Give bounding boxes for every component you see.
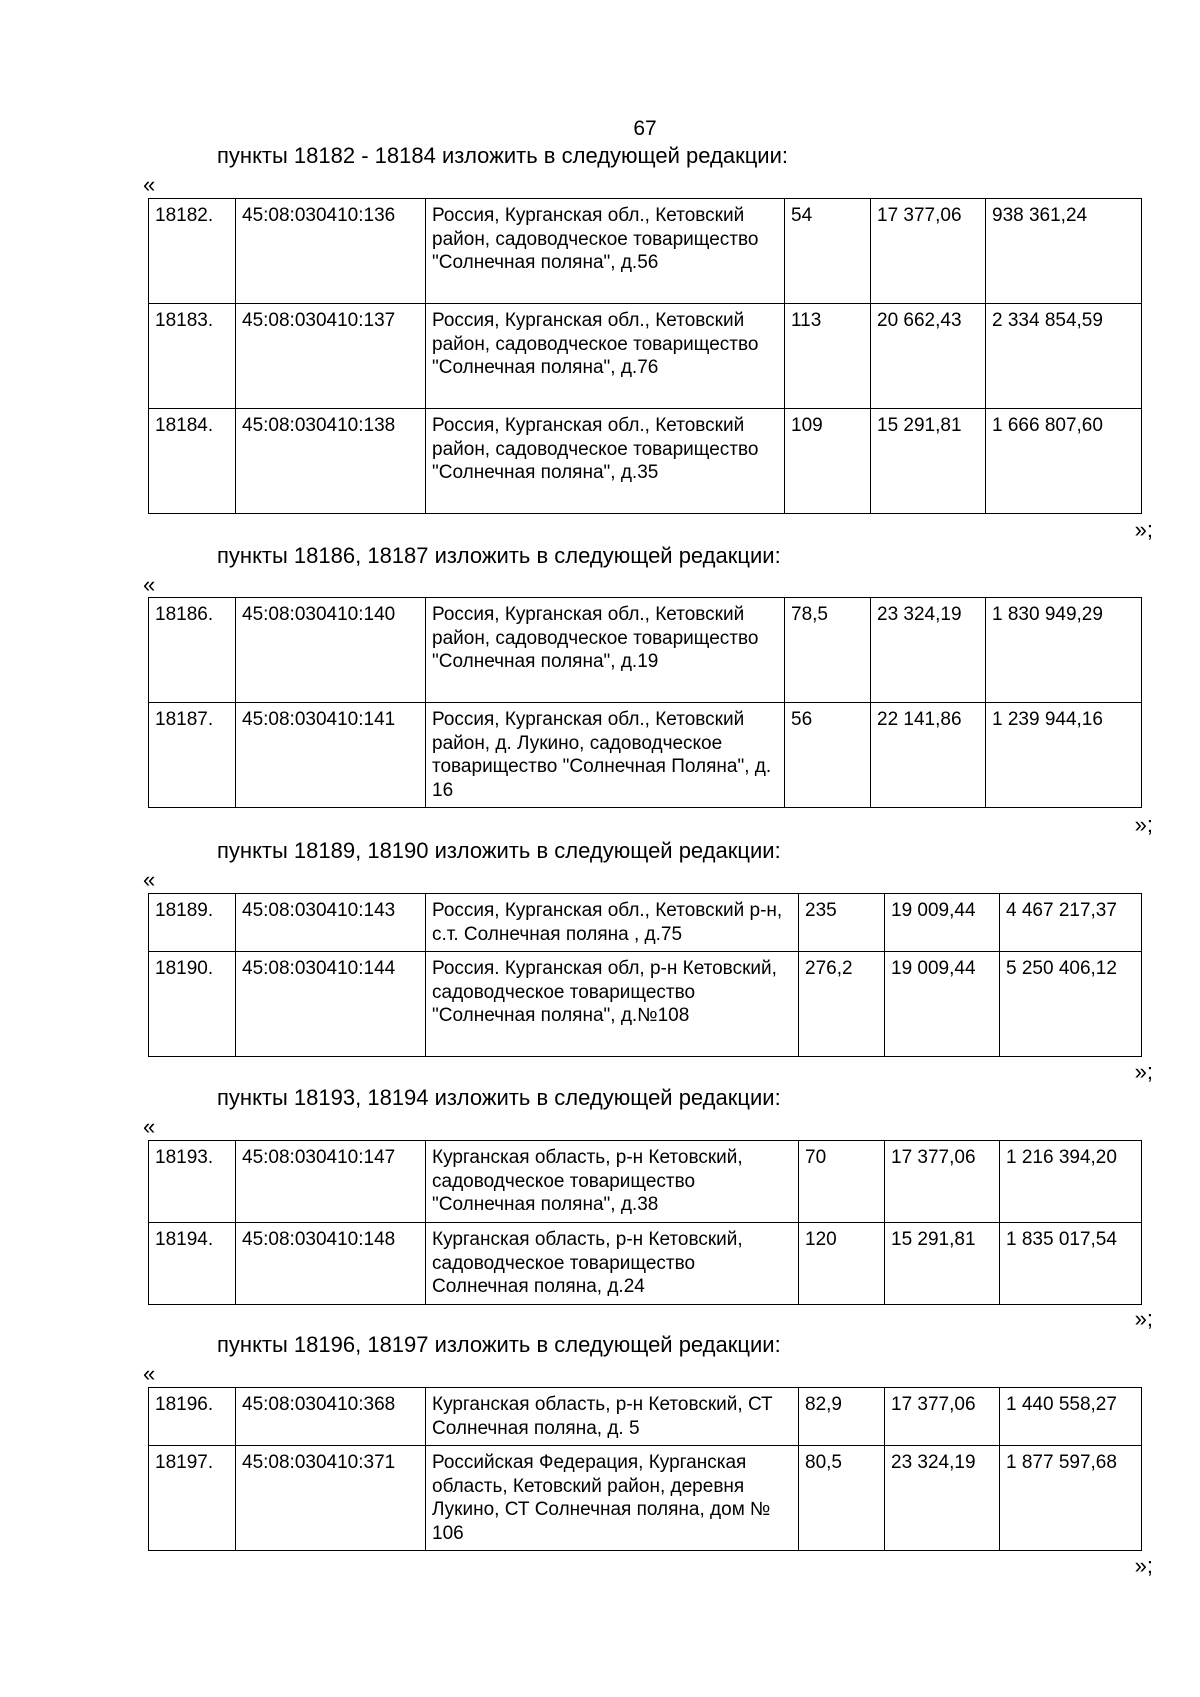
table-row [149, 409, 1142, 514]
area: 70 [799, 1141, 885, 1223]
table-row [149, 703, 1142, 808]
property-table [148, 198, 1142, 514]
table-row [149, 894, 1142, 952]
area: 56 [785, 703, 871, 808]
cadastral-number: 45:08:030410:136 [236, 199, 426, 304]
specific-value: 17 377,06 [885, 1141, 1000, 1223]
section-heading: пункты 18182 - 18184 изложить в следующей редакции: [217, 143, 789, 168]
table-row [149, 952, 1142, 1057]
table-row [149, 1388, 1142, 1446]
cadastral-number: 45:08:030410:368 [236, 1388, 426, 1446]
address: Курганская область, р-н Кетовский, садоводческое товарищество "Солнечная поляна", д.38 [426, 1141, 799, 1223]
address: Россия, Курганская обл., Кетовский район, садоводческое товарищество "Солнечная поляна", д.76 [426, 304, 785, 409]
area: 78,5 [785, 598, 871, 703]
open-quote: « [143, 1114, 156, 1139]
address: Россия, Курганская обл., Кетовский р-н, с.т. Солнечная поляна , д.75 [426, 894, 799, 952]
specific-value: 22 141,86 [871, 703, 986, 808]
item-number: 18186. [149, 598, 236, 703]
page-number: 67 [633, 117, 657, 140]
specific-value: 19 009,44 [885, 952, 1000, 1057]
item-number: 18197. [149, 1446, 236, 1551]
cadastral-value: 5 250 406,12 [1000, 952, 1142, 1057]
property-table [148, 597, 1142, 808]
area: 113 [785, 304, 871, 409]
cadastral-number: 45:08:030410:140 [236, 598, 426, 703]
specific-value: 15 291,81 [885, 1223, 1000, 1305]
cadastral-number: 45:08:030410:137 [236, 304, 426, 409]
address: Россия, Курганская обл., Кетовский район, д. Лукино, садоводческое товарищество "Солнечная Поляна", д. 16 [426, 703, 785, 808]
area: 82,9 [799, 1388, 885, 1446]
specific-value: 23 324,19 [871, 598, 986, 703]
specific-value: 17 377,06 [885, 1388, 1000, 1446]
property-table [148, 893, 1142, 1057]
cadastral-number: 45:08:030410:143 [236, 894, 426, 952]
address: Россия, Курганская обл., Кетовский район, садоводческое товарищество "Солнечная поляна", д.56 [426, 199, 785, 304]
item-number: 18194. [149, 1223, 236, 1305]
cadastral-value: 1 216 394,20 [1000, 1141, 1142, 1223]
specific-value: 17 377,06 [871, 199, 986, 304]
open-quote: « [143, 172, 156, 197]
address: Российская Федерация, Курганская область, Кетовский район, деревня Лукино, СТ Солнечная поляна, дом № 106 [426, 1446, 799, 1551]
cadastral-number: 45:08:030410:148 [236, 1223, 426, 1305]
specific-value: 20 662,43 [871, 304, 986, 409]
address: Россия. Курганская обл, р-н Кетовский, садоводческое товарищество "Солнечная поляна", д.№108 [426, 952, 799, 1057]
cadastral-value: 1 239 944,16 [986, 703, 1142, 808]
table-row [149, 304, 1142, 409]
property-table [148, 1140, 1142, 1305]
section-heading: пункты 18186, 18187 изложить в следующей редакции: [217, 543, 781, 568]
cadastral-value: 1 835 017,54 [1000, 1223, 1142, 1305]
cadastral-value: 1 877 597,68 [1000, 1446, 1142, 1551]
item-number: 18187. [149, 703, 236, 808]
item-number: 18190. [149, 952, 236, 1057]
cadastral-value: 1 666 807,60 [986, 409, 1142, 514]
section-heading: пункты 18193, 18194 изложить в следующей редакции: [217, 1085, 781, 1110]
cadastral-number: 45:08:030410:138 [236, 409, 426, 514]
open-quote: « [143, 1361, 156, 1386]
cadastral-number: 45:08:030410:144 [236, 952, 426, 1057]
close-quote: »; [1134, 1553, 1153, 1578]
area: 109 [785, 409, 871, 514]
close-quote: »; [1134, 1059, 1153, 1084]
table-row [149, 199, 1142, 304]
area: 54 [785, 199, 871, 304]
area: 80,5 [799, 1446, 885, 1551]
table-row [149, 598, 1142, 703]
table-row [149, 1141, 1142, 1223]
table-row [149, 1446, 1142, 1551]
cadastral-value: 1 830 949,29 [986, 598, 1142, 703]
area: 235 [799, 894, 885, 952]
close-quote: »; [1134, 517, 1153, 542]
item-number: 18183. [149, 304, 236, 409]
specific-value: 15 291,81 [871, 409, 986, 514]
area: 276,2 [799, 952, 885, 1057]
cadastral-value: 938 361,24 [986, 199, 1142, 304]
item-number: 18196. [149, 1388, 236, 1446]
section-heading: пункты 18189, 18190 изложить в следующей редакции: [217, 838, 781, 863]
cadastral-value: 1 440 558,27 [1000, 1388, 1142, 1446]
specific-value: 23 324,19 [885, 1446, 1000, 1551]
item-number: 18189. [149, 894, 236, 952]
item-number: 18184. [149, 409, 236, 514]
property-table [148, 1387, 1142, 1551]
close-quote: »; [1134, 812, 1153, 837]
section-heading: пункты 18196, 18197 изложить в следующей редакции: [217, 1332, 781, 1357]
close-quote: »; [1134, 1306, 1153, 1331]
item-number: 18193. [149, 1141, 236, 1223]
cadastral-value: 4 467 217,37 [1000, 894, 1142, 952]
address: Россия, Курганская обл., Кетовский район, садоводческое товарищество "Солнечная поляна", д.19 [426, 598, 785, 703]
cadastral-number: 45:08:030410:371 [236, 1446, 426, 1551]
open-quote: « [143, 867, 156, 892]
area: 120 [799, 1223, 885, 1305]
cadastral-number: 45:08:030410:147 [236, 1141, 426, 1223]
cadastral-number: 45:08:030410:141 [236, 703, 426, 808]
cadastral-value: 2 334 854,59 [986, 304, 1142, 409]
address: Россия, Курганская обл., Кетовский район, садоводческое товарищество "Солнечная поляна", д.35 [426, 409, 785, 514]
table-row [149, 1223, 1142, 1305]
specific-value: 19 009,44 [885, 894, 1000, 952]
item-number: 18182. [149, 199, 236, 304]
address: Курганская область, р-н Кетовский, садоводческое товарищество Солнечная поляна, д.24 [426, 1223, 799, 1305]
open-quote: « [143, 572, 156, 597]
address: Курганская область, р-н Кетовский, СТ Солнечная поляна, д. 5 [426, 1388, 799, 1446]
